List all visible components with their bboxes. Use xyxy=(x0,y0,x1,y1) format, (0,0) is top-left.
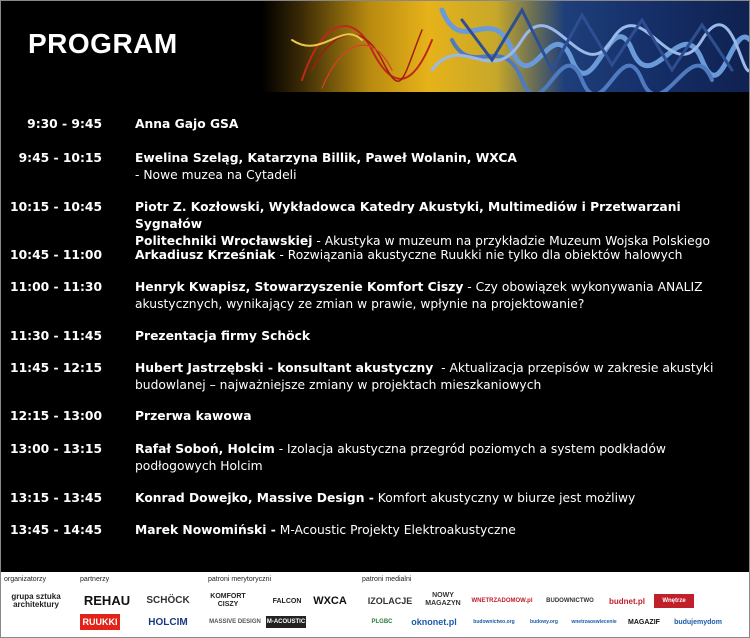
media-logo-budnet: budnet.pl xyxy=(609,596,645,606)
description-line xyxy=(135,296,735,313)
schedule-description xyxy=(135,360,735,394)
talk-title: - Rozwiązania akustyczne Ruukki nie tylko dla obiektów halowych xyxy=(275,248,683,262)
schedule-description xyxy=(135,522,735,539)
partners-label: partnerzy xyxy=(80,576,110,583)
schedule-description xyxy=(135,199,735,250)
merit-logo-falcon: FALCON xyxy=(272,597,302,605)
description-line xyxy=(135,522,735,539)
description-line xyxy=(135,247,735,264)
partner-logo-schock: SCHÖCK xyxy=(146,594,190,606)
description-line xyxy=(135,116,735,133)
talk-title-continued: - Nowe muzea na Cytadeli xyxy=(135,168,297,182)
schedule-time: 13:15 - 13:45 xyxy=(10,491,102,505)
speaker-name: Prezentacja firmy Schöck xyxy=(135,329,311,343)
media-logo-wnetrzadomow: WNETRZADOMOW.pl xyxy=(471,598,533,604)
media-logo-wnetrze: Wnętrze xyxy=(654,594,694,608)
media-logo-nowy-magazyn: NOWY MAGAZYN xyxy=(425,592,461,607)
schedule-description xyxy=(135,279,735,313)
partner-logo-rehau: REHAU xyxy=(83,592,131,608)
speaker-name: Marek Nowomiński - xyxy=(135,523,276,537)
schedule-time: 11:30 - 11:45 xyxy=(10,329,102,343)
description-line xyxy=(135,328,735,345)
schedule-time: 9:45 - 10:15 xyxy=(18,151,102,165)
organizer-logo-text: grupa sztuka architektury xyxy=(11,592,61,609)
merit-logo-m-acoustic: M-ACOUSTIC xyxy=(266,616,306,628)
media-logo-plgbc: PLGBC xyxy=(371,619,393,625)
organizer-logo xyxy=(6,588,66,614)
speaker-name: Arkadiusz Krześniak xyxy=(135,248,276,262)
media-logo-wnetrza-oswiecenie: wnetrzaoswiecenie xyxy=(571,619,617,625)
speaker-name: Piotr Z. Kozłowski, Wykładowca Katedry Akustyki, Multimediów i Przetwarzani Sygnałów xyxy=(135,200,681,231)
talk-title-continued: akustycznych, wynikający ze zmian w prawie, wpłynie na projektowanie? xyxy=(135,297,585,311)
media-logo-budujemydom: budujemydom xyxy=(674,618,722,626)
schedule-time: 9:30 - 9:45 xyxy=(27,117,102,131)
speaker-name: Ewelina Szeląg, Katarzyna Billik, Paweł Wolanin, WXCA xyxy=(135,151,517,165)
speaker-name: Hubert Jastrzębski - konsultant akustyczny xyxy=(135,361,434,375)
speaker-name: Anna Gajo GSA xyxy=(135,117,239,131)
schedule-time: 11:00 - 11:30 xyxy=(10,280,102,294)
speaker-name: Konrad Dowejko, Massive Design - xyxy=(135,491,374,505)
media-logo-budowy-org: budowy.org xyxy=(530,619,558,625)
description-line xyxy=(135,360,735,377)
media-label: patroni medialni xyxy=(362,576,412,583)
partner-logo-holcim: HOLCIM xyxy=(148,616,188,628)
partner-logo-ruukki: RUUKKI xyxy=(80,614,120,630)
media-logo-oknonet: oknonet.pl xyxy=(411,617,457,627)
page-title: PROGRAM xyxy=(28,28,178,59)
schedule-time: 10:15 - 10:45 xyxy=(10,200,102,214)
description-line xyxy=(135,458,735,475)
description-line xyxy=(135,279,735,296)
media-logo-budownictwo: BUDOWNICTWO xyxy=(546,598,594,604)
schedule-description xyxy=(135,490,735,507)
talk-title: Komfort akustyczny w biurze jest możliwy xyxy=(373,491,636,505)
description-line xyxy=(135,490,735,507)
schedule-time: 11:45 - 12:15 xyxy=(10,361,102,375)
speaker-name: Henryk Kwapisz, Stowarzyszenie Komfort Ciszy xyxy=(135,280,464,294)
merit-logo-wxca: WXCA xyxy=(313,595,347,607)
schedule-time: 13:45 - 14:45 xyxy=(10,523,102,537)
footer-sponsors xyxy=(0,572,750,638)
talk-title: M-Acoustic Projekty Elektroakustyczne xyxy=(275,523,516,537)
talk-title: - Izolacja akustyczna przegród poziomych a system podkładów xyxy=(274,442,666,456)
description-line xyxy=(135,167,735,184)
talk-title-continued: podłogowych Holcim xyxy=(135,459,263,473)
header xyxy=(0,0,750,92)
media-logo-budownictwo-org: budownictwo.org xyxy=(473,619,515,625)
speaker-name: Przerwa kawowa xyxy=(135,409,252,423)
schedule-description xyxy=(135,247,735,264)
talk-title-continued: budowlanej – najważniejsze zmiany w projektach mieszkaniowych xyxy=(135,378,542,392)
schedule-description xyxy=(135,408,735,425)
merit-logo-massive-design: MASSIVE DESIGN xyxy=(209,619,261,625)
speaker-name-continued: Politechniki Wrocławskiej xyxy=(135,234,313,248)
schedule-description xyxy=(135,116,735,133)
talk-title-continued: - Akustyka w muzeum na przykładzie Muzeum Wojska Polskiego xyxy=(312,234,711,248)
description-line xyxy=(135,441,735,458)
speaker-name: Rafał Soboń, Holcim xyxy=(135,442,275,456)
schedule-description xyxy=(135,328,735,345)
schedule-time: 12:15 - 13:00 xyxy=(10,409,102,423)
talk-title: - Czy obowiązek wykonywania ANALIZ xyxy=(463,280,703,294)
schedule-description xyxy=(135,150,735,184)
banner-artwork xyxy=(262,0,750,92)
schedule-time: 10:45 - 11:00 xyxy=(10,248,102,262)
description-line xyxy=(135,408,735,425)
media-logo-magazif: MAGAZIF xyxy=(628,618,660,626)
schedule-description xyxy=(135,441,735,475)
media-logo-izolacje: IZOLACJE xyxy=(367,596,413,606)
organizers-label: organizatorzy xyxy=(4,576,47,583)
description-line xyxy=(135,199,735,233)
schedule-time: 13:00 - 13:15 xyxy=(10,442,102,456)
merit-logo-komfort-ciszy: KOMFORT CISZY xyxy=(210,593,246,608)
description-line xyxy=(135,150,735,167)
talk-title: - Aktualizacja przepisów w zakresie akustyki xyxy=(433,361,714,375)
merit-label: patroni merytoryczni xyxy=(208,576,272,583)
description-line xyxy=(135,377,735,394)
